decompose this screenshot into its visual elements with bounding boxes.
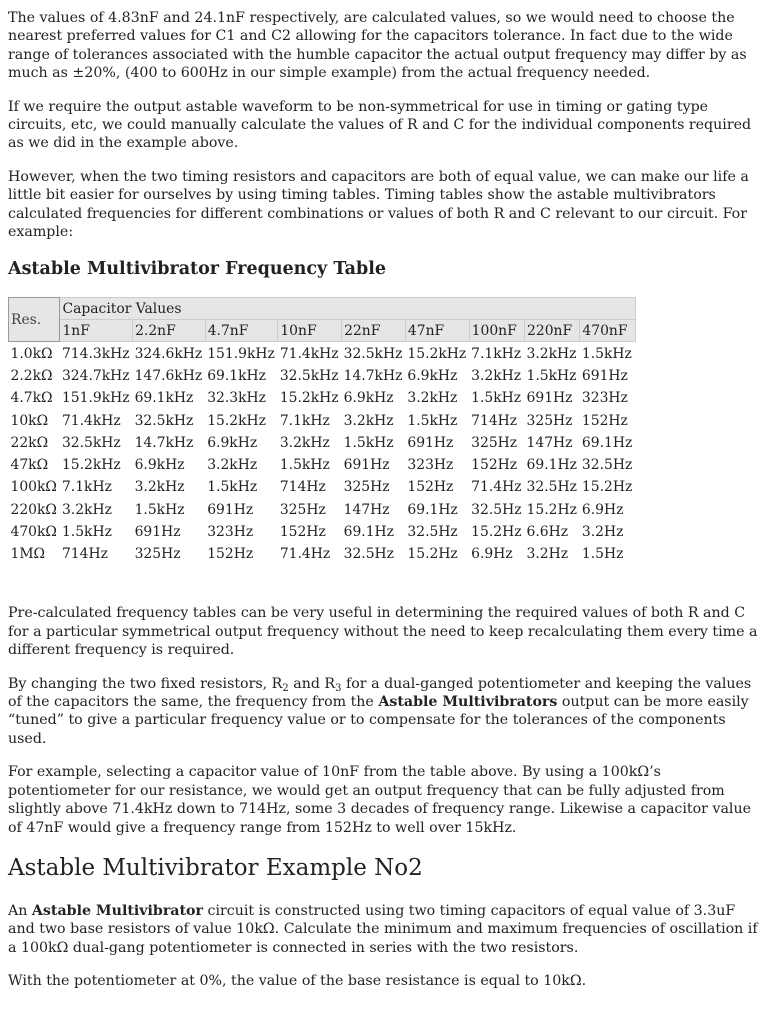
- frequency-cell: 15.2kHz: [61, 457, 121, 474]
- frequency-table-heading: Astable Multivibrator Frequency Table: [8, 259, 387, 280]
- frequency-cell: 15.2kHz: [407, 345, 467, 362]
- frequency-cell: 3.2kHz: [343, 412, 394, 429]
- frequency-cell: 32.5kHz: [343, 345, 403, 362]
- frequency-cell: 1.5kHz: [207, 479, 258, 496]
- resistor-value: 22kΩ: [10, 434, 49, 451]
- res-header: Res.: [9, 298, 60, 342]
- frequency-cell: 152Hz: [207, 546, 254, 563]
- frequency-cell: 691Hz: [581, 367, 628, 384]
- resistor-value: 470kΩ: [10, 523, 57, 540]
- frequency-cell: 1.5kHz: [134, 501, 185, 518]
- frequency-cell: 6.9Hz: [471, 546, 513, 563]
- frequency-cell: 147Hz: [526, 434, 573, 451]
- frequency-cell: 32.5Hz: [581, 457, 633, 474]
- frequency-cell: 15.2Hz: [471, 523, 522, 540]
- frequency-cell: 3.2kHz: [407, 390, 458, 407]
- capacitor-header: 2.2nF: [133, 320, 206, 342]
- frequency-cell: 1.5kHz: [343, 434, 394, 451]
- frequency-cell: 325Hz: [134, 546, 181, 563]
- frequency-cell: 691Hz: [526, 390, 573, 407]
- resistor-value: 1MΩ: [10, 546, 46, 563]
- paragraph-potentiometer: By changing the two fixed resistors, $R_2$ and $R_3$ for a dual-ganged potentiometer and keeping the values of the capacitors the same, the frequency from the Astable Multivibrators output can be more easily “tuned” to give a particular frequency value or to compensate for the tolerances of the components used.: [8, 675, 752, 747]
- frequency-cell: 3.2Hz: [526, 546, 569, 563]
- table-row: [9, 365, 636, 387]
- table-row: [9, 499, 636, 521]
- frequency-cell: 325Hz: [471, 434, 518, 451]
- frequency-cell: 151.9kHz: [61, 390, 130, 407]
- frequency-cell: 71.4kHz: [61, 412, 121, 429]
- frequency-cell: 32.5Hz: [343, 546, 394, 563]
- frequency-cell: 14.7kHz: [343, 367, 403, 384]
- example-heading: Astable Multivibrator Example No2: [8, 854, 423, 881]
- frequency-cell: 32.5kHz: [134, 412, 194, 429]
- capacitor-header: 4.7nF: [205, 320, 278, 342]
- frequency-cell: 69.1kHz: [134, 390, 194, 407]
- frequency-cell: 6.9Hz: [581, 501, 624, 518]
- frequency-cell: 1.5kHz: [61, 523, 112, 540]
- frequency-cell: 1.5kHz: [581, 345, 632, 362]
- paragraph-potentiometer-zero: With the potentiometer at 0%, the value of the base resistance is equal to 10kΩ.: [8, 973, 587, 990]
- frequency-cell: 15.2kHz: [207, 412, 266, 429]
- frequency-cell: 3.2kHz: [279, 434, 330, 451]
- frequency-cell: 69.1Hz: [343, 523, 394, 540]
- frequency-cell: 69.1kHz: [207, 367, 266, 384]
- frequency-cell: 325Hz: [343, 479, 390, 496]
- capacitor-header: 22nF: [342, 320, 406, 342]
- frequency-cell: 32.5kHz: [61, 434, 121, 451]
- capacitor-header: 10nF: [278, 320, 342, 342]
- frequency-cell: 69.1Hz: [407, 501, 458, 518]
- resistor-value: 10kΩ: [10, 412, 49, 429]
- frequency-cell: 691Hz: [407, 434, 454, 451]
- frequency-cell: 6.9kHz: [407, 367, 458, 384]
- frequency-cell: 14.7kHz: [134, 434, 194, 451]
- frequency-cell: 325Hz: [526, 412, 573, 429]
- table-row: [9, 543, 636, 565]
- frequency-cell: 69.1Hz: [581, 434, 633, 451]
- paragraph-example-selection: For example, selecting a capacitor value of 10nF from the table above. By using a 100kΩ’s potentiometer for our resistance, we would get an output frequency that can be fully adjusted from slightly above 71.4kHz down to 714Hz, some 3 decades of frequency range. Likewise a capacitor value of 47nF would give a frequency range from 152Hz to well over 15kHz.: [8, 764, 751, 836]
- frequency-cell: 1.5kHz: [279, 457, 330, 474]
- frequency-cell: 71.4Hz: [279, 546, 331, 563]
- frequency-cell: 32.5Hz: [471, 501, 522, 518]
- frequency-cell: 32.5Hz: [407, 523, 458, 540]
- capacitor-values-header: Capacitor Values: [60, 298, 635, 320]
- frequency-cell: 152Hz: [581, 412, 628, 429]
- frequency-cell: 3.2kHz: [471, 367, 522, 384]
- table-header-row: [9, 298, 636, 320]
- frequency-cell: 1.5Hz: [581, 546, 624, 563]
- frequency-cell: 152Hz: [471, 457, 518, 474]
- paragraph-example-circuit: An Astable Multivibrator circuit is constructed using two timing capacitors of equal value of 3.3uF and two base resistors of value 10kΩ. Calculate the minimum and maximum frequencies of oscillation if a 100kΩ dual-gang potentiometer is connected in series with the two resistors.: [8, 902, 758, 956]
- frequency-cell: 691Hz: [207, 501, 254, 518]
- table-row: [9, 432, 636, 454]
- table-row: [9, 342, 636, 365]
- frequency-cell: 1.5kHz: [526, 367, 577, 384]
- frequency-cell: 714.3kHz: [61, 345, 130, 362]
- paragraph-preferred-values: The values of 4.83nF and 24.1nF respectively, are calculated values, so we would need to choose the nearest preferred values for C1 and C2 allowing for the capacitors tolerance. In fact due to the wide range of tolerances associated with the humble capacitor the actual output frequency may differ by as much as ±20%, (400 to 600Hz in our simple example) from the actual frequency needed.: [8, 10, 747, 82]
- bold-term: Astable Multivibrators: [378, 694, 558, 711]
- paragraph-precalculated: Pre-calculated frequency tables can be very useful in determining the required values of both R and C for a particular symmetrical output frequency without the need to keep recalculating them every time a different frequency is required.: [8, 605, 758, 659]
- frequency-cell: 323Hz: [581, 390, 628, 407]
- frequency-cell: 3.2kHz: [207, 457, 258, 474]
- frequency-cell: 324.7kHz: [61, 367, 130, 384]
- table-row: [9, 387, 636, 409]
- table-row: [9, 454, 636, 476]
- frequency-cell: 151.9kHz: [207, 345, 275, 362]
- frequency-cell: 15.2Hz: [407, 546, 458, 563]
- frequency-cell: 323Hz: [207, 523, 254, 540]
- table-row: [9, 521, 636, 543]
- paragraph-timing-tables: However, when the two timing resistors and capacitors are both of equal value, we can make our life a little bit easier for ourselves by using timing tables. Timing tables show the astable multivibrators calculated frequencies for different combinations or values of both R and C relevant to our circuit. For example:: [8, 168, 749, 241]
- table-row: [9, 476, 636, 498]
- frequency-cell: 71.4Hz: [471, 479, 522, 496]
- capacitor-header: 47nF: [405, 320, 469, 342]
- frequency-cell: 7.1kHz: [471, 345, 522, 362]
- frequency-cell: 6.6Hz: [526, 523, 569, 540]
- frequency-cell: 32.5kHz: [279, 367, 339, 384]
- frequency-cell: 3.2kHz: [526, 345, 577, 362]
- frequency-cell: 3.2kHz: [134, 479, 185, 496]
- frequency-cell: 6.9kHz: [207, 434, 258, 451]
- frequency-cell: 6.9kHz: [134, 457, 185, 474]
- frequency-cell: 7.1kHz: [61, 479, 112, 496]
- capacitor-header-row: [9, 320, 636, 342]
- frequency-cell: 714Hz: [279, 479, 326, 496]
- capacitor-header: 100nF: [469, 320, 524, 342]
- resistor-value: 100kΩ: [10, 479, 57, 496]
- frequency-cell: 71.4kHz: [279, 345, 339, 362]
- frequency-cell: 1.5kHz: [471, 390, 522, 407]
- capacitor-header: 1nF: [60, 320, 133, 342]
- frequency-cell: 3.2kHz: [61, 501, 112, 518]
- frequency-cell: 7.1kHz: [279, 412, 330, 429]
- frequency-cell: 6.9kHz: [343, 390, 394, 407]
- frequency-cell: 3.2Hz: [581, 523, 624, 540]
- frequency-cell: 324.6kHz: [134, 345, 203, 362]
- frequency-cell: 152Hz: [407, 479, 454, 496]
- frequency-cell: 1.5kHz: [407, 412, 458, 429]
- resistor-value: 2.2kΩ: [10, 367, 53, 384]
- resistor-value: 4.7kΩ: [10, 390, 53, 407]
- resistor-value: 1.0kΩ: [10, 345, 53, 362]
- capacitor-header: 470nF: [580, 320, 635, 342]
- frequency-cell: 15.2Hz: [581, 479, 633, 496]
- frequency-cell: 147.6kHz: [134, 367, 203, 384]
- resistor-value: 220kΩ: [10, 501, 57, 518]
- frequency-cell: 714Hz: [61, 546, 108, 563]
- frequency-cell: 15.2Hz: [526, 501, 577, 518]
- frequency-table: [8, 297, 636, 565]
- frequency-cell: 15.2kHz: [279, 390, 339, 407]
- frequency-cell: 323Hz: [407, 457, 454, 474]
- paragraph-non-symmetrical: If we require the output astable waveform to be non-symmetrical for use in timing or gating type circuits, etc, we could manually calculate the values of R and C for the individual components required as we did in the example above.: [8, 98, 752, 152]
- capacitor-header: 220nF: [525, 320, 580, 342]
- frequency-cell: 691Hz: [134, 523, 181, 540]
- frequency-cell: 325Hz: [279, 501, 326, 518]
- frequency-cell: 32.5Hz: [526, 479, 577, 496]
- frequency-cell: 691Hz: [343, 457, 390, 474]
- frequency-cell: 147Hz: [343, 501, 390, 518]
- frequency-cell: 714Hz: [471, 412, 518, 429]
- table-row: [9, 409, 636, 431]
- frequency-cell: 152Hz: [279, 523, 326, 540]
- resistor-value: 47kΩ: [10, 457, 49, 474]
- frequency-cell: 69.1Hz: [526, 457, 577, 474]
- bold-term: Astable Multivibrator: [31, 902, 203, 919]
- frequency-cell: 32.3kHz: [207, 390, 266, 407]
